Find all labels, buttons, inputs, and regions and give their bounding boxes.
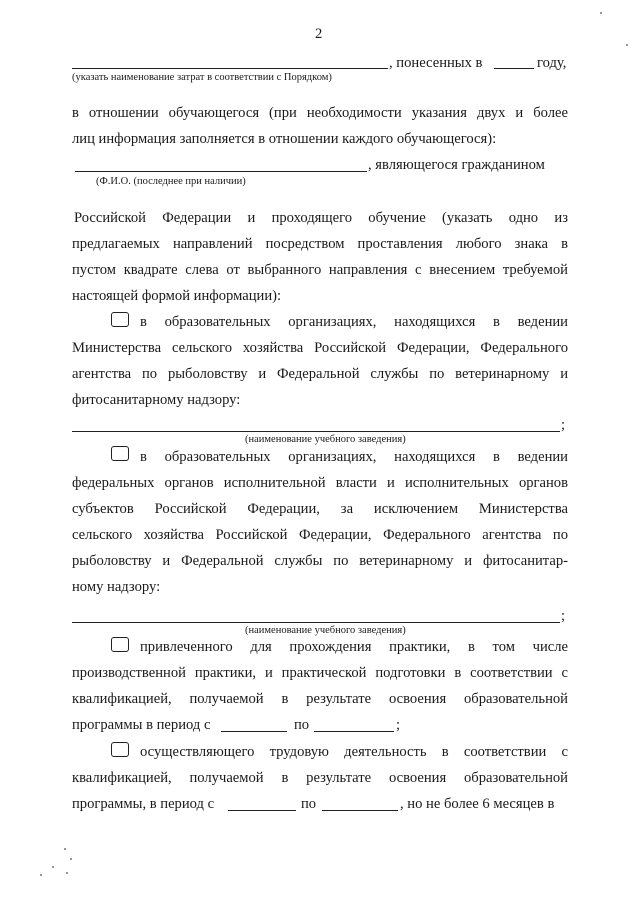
option2-caption: (наименование учебного заведения) bbox=[245, 625, 406, 636]
scan-speck bbox=[52, 866, 54, 868]
scan-speck bbox=[626, 44, 628, 46]
scan-speck bbox=[66, 872, 68, 874]
option3-line: квалификацией, получаемой в результате освоения образовательной bbox=[72, 691, 568, 707]
option1-caption: (наименование учебного заведения) bbox=[245, 434, 406, 445]
option4-period-mid: по bbox=[301, 796, 317, 812]
option4-period-end: , но не более 6 месяцев в bbox=[400, 796, 555, 812]
student-name-field[interactable] bbox=[75, 171, 367, 172]
option1-line: фитосанитарному надзору: bbox=[72, 392, 241, 408]
student-suffix: , являющегося гражданином bbox=[368, 157, 545, 173]
para2-line: предлагаемых направлений посредством проставления любого знака в bbox=[72, 236, 568, 252]
option2-first-line: в образовательных организациях, находящихся в ведении bbox=[140, 449, 568, 465]
option2-line: рыболовству и Федеральной службы по ветеринарному и фитосанитар- bbox=[72, 553, 568, 569]
option4-date-from-field[interactable] bbox=[228, 810, 296, 811]
option2-line: сельского хозяйства Российской Федерации, Федерального агентства по bbox=[72, 527, 568, 543]
option1-end: ; bbox=[561, 417, 566, 433]
option3-period-mid: по bbox=[294, 717, 310, 733]
para1-line: в отношении обучающегося (при необходимости указания двух и более bbox=[72, 105, 568, 121]
option3-date-to-field[interactable] bbox=[314, 731, 394, 732]
scan-speck bbox=[40, 874, 42, 876]
option1-line: Министерства сельского хозяйства Российской Федерации, Федерального bbox=[72, 340, 568, 356]
expense-suffix: , понесенных в bbox=[389, 55, 483, 71]
para1-line: лиц информация заполняется в отношении каждого обучающегося): bbox=[72, 131, 497, 147]
year-field[interactable] bbox=[494, 68, 534, 69]
option2-line: субъектов Российской Федерации, за исключением Министерства bbox=[72, 501, 568, 517]
para2-line: пустом квадрате слева от выбранного направления с внесением требуемой bbox=[72, 262, 568, 278]
option1-first-line: в образовательных организациях, находящихся в ведении bbox=[140, 314, 568, 330]
option4-line: квалификацией, получаемой в результате освоения образовательной bbox=[72, 770, 568, 786]
option2-checkbox[interactable] bbox=[111, 446, 129, 461]
option1-checkbox[interactable] bbox=[111, 312, 129, 327]
option2-line: федеральных органов исполнительной власти и исполнительных органов bbox=[72, 475, 568, 491]
option4-date-to-field[interactable] bbox=[322, 810, 398, 811]
option4-checkbox[interactable] bbox=[111, 742, 129, 757]
option3-checkbox[interactable] bbox=[111, 637, 129, 652]
expense-name-field[interactable] bbox=[72, 68, 388, 69]
scan-speck bbox=[600, 12, 602, 14]
option4-first-line: осуществляющего трудовую деятельность в соответствии с bbox=[140, 744, 568, 760]
para2-line: Российской Федерации и проходящего обучение (указать одно из bbox=[74, 210, 568, 226]
expense-caption: (указать наименование затрат в соответствии с Порядком) bbox=[72, 72, 332, 83]
student-caption: (Ф.И.О. (последнее при наличии) bbox=[96, 176, 246, 187]
scan-speck bbox=[64, 848, 66, 850]
para2-line: настоящей формой информации): bbox=[72, 288, 282, 304]
scan-speck bbox=[70, 858, 72, 860]
option1-institution-field[interactable] bbox=[72, 431, 560, 432]
option2-institution-field[interactable] bbox=[72, 622, 560, 623]
option3-period-prefix: программы в период с bbox=[72, 717, 211, 733]
option1-line: агентства по рыболовству и Федеральной службы по ветеринарному и bbox=[72, 366, 568, 382]
expense-year-tail: году, bbox=[537, 55, 567, 71]
option4-period-prefix: программы, в период с bbox=[72, 796, 215, 812]
option3-period-end: ; bbox=[396, 717, 401, 733]
option2-end: ; bbox=[561, 608, 566, 624]
page-number: 2 bbox=[315, 26, 323, 42]
option3-line: производственной практики, и практической подготовки в соответствии с bbox=[72, 665, 568, 681]
option3-first-line: привлеченного для прохождения практики, в том числе bbox=[140, 639, 568, 655]
option2-line: ному надзору: bbox=[72, 579, 161, 595]
option3-date-from-field[interactable] bbox=[221, 731, 287, 732]
